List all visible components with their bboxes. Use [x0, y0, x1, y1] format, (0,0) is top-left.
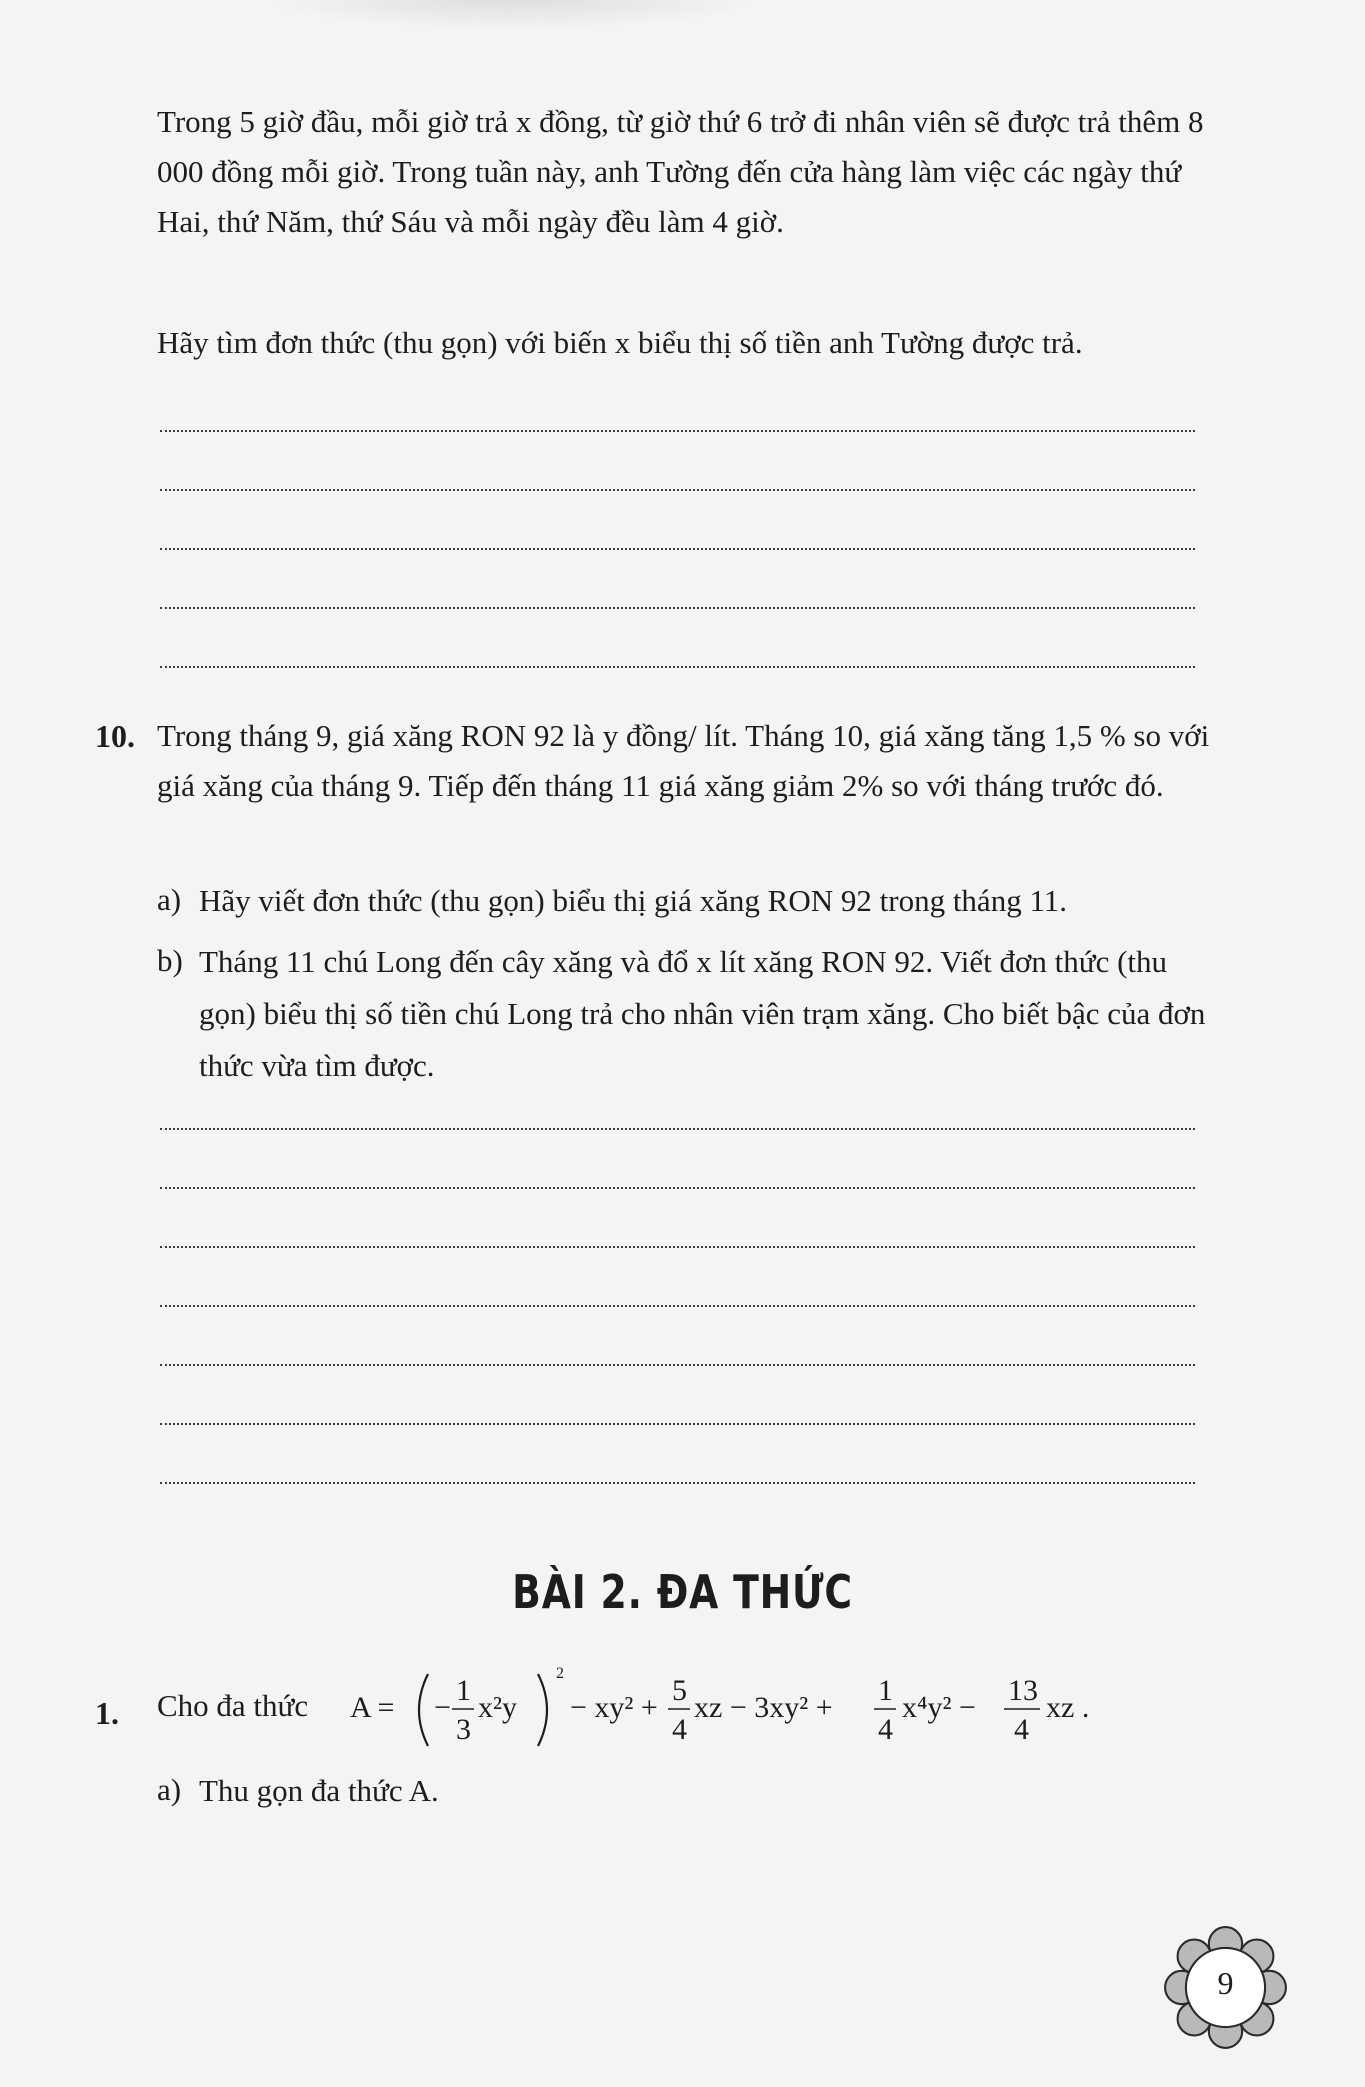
term-3: xz − 3xy² + [694, 1691, 833, 1724]
exercise-10-b-text: Tháng 11 chú Long đến cây xăng và đổ x lít xăng RON 92. Viết đơn thức (thu gọn) biểu thị số tiền chú Long trả cho nhân viên trạm xăng. Cho biết bậc của đơn thức vừa tìm được. [199, 944, 1206, 1083]
term-5: xz . [1046, 1691, 1090, 1724]
answer-line [160, 1246, 1195, 1248]
exercise-1-a-text: Thu gọn đa thức A. [199, 1773, 439, 1808]
page-number: 9 [1217, 1965, 1234, 2001]
section-heading: BÀI 2. ĐA THỨC [512, 1565, 853, 1619]
scan-shadow [260, 0, 760, 30]
exercise-1-number: 1. [95, 1695, 119, 1731]
exercise-10-number: 10. [95, 718, 135, 754]
exercise-1-a-label: a) [157, 1772, 182, 1807]
frac2-numerator: 5 [672, 1674, 687, 1707]
formula-minus: − [434, 1691, 451, 1724]
inner-term: x²y [478, 1691, 517, 1724]
exercise-1-statement [157, 1660, 1157, 1750]
exercise-10-b-label: b) [157, 943, 183, 978]
frac1-numerator: 1 [456, 1674, 471, 1707]
term-4: x⁴y² − [902, 1691, 976, 1724]
polynomial-formula [350, 1660, 1230, 1760]
frac2-denominator: 4 [672, 1713, 687, 1746]
answer-line [160, 430, 1195, 432]
exercise-10-a-text: Hãy viết đơn thức (thu gọn) biểu thị giá xăng RON 92 trong tháng 11. [199, 883, 1068, 918]
answer-line [160, 1482, 1195, 1484]
answer-line [160, 666, 1195, 668]
answer-line [160, 607, 1195, 609]
answer-line [160, 1305, 1195, 1307]
outer-exponent: 2 [556, 1665, 564, 1682]
exercise-10-text: Trong tháng 9, giá xăng RON 92 là y đồng/ lít. Tháng 10, giá xăng tăng 1,5 % so với giá xăng của tháng 9. Tiếp đến tháng 11 giá xăng giảm 2% so với tháng trước đó. [157, 718, 1210, 803]
frac3-denominator: 4 [878, 1713, 893, 1746]
frac3-numerator: 1 [878, 1674, 893, 1707]
answer-line [160, 1364, 1195, 1366]
answer-line [160, 1423, 1195, 1425]
answer-line [160, 489, 1195, 491]
formula-lhs: A = [350, 1691, 395, 1724]
exercise-10-a-label: a) [157, 882, 182, 917]
frac1-denominator: 3 [456, 1713, 471, 1746]
frac4-numerator: 13 [1008, 1674, 1038, 1707]
answer-line [160, 1128, 1195, 1130]
left-paren [419, 1674, 428, 1746]
exercise-9-question: Hãy tìm đơn thức (thu gọn) với biến x biểu thị số tiền anh Tường được trả. [157, 325, 1083, 360]
answer-line [160, 548, 1195, 550]
answer-line [160, 1187, 1195, 1189]
term-2: − xy² + [570, 1691, 658, 1724]
exercise-1-lead: Cho đa thức [157, 1688, 309, 1723]
right-paren [538, 1674, 547, 1746]
exercise-9-paragraph: Trong 5 giờ đầu, mỗi giờ trả x đồng, từ giờ thứ 6 trở đi nhân viên sẽ được trả thêm 8 000 đồng mỗi giờ. Trong tuần này, anh Tường đến cửa hàng làm việc các ngày thứ Hai, thứ Năm, thứ Sáu và mỗi ngày đều làm 4 giờ. [157, 104, 1204, 239]
frac4-denominator: 4 [1014, 1713, 1029, 1746]
